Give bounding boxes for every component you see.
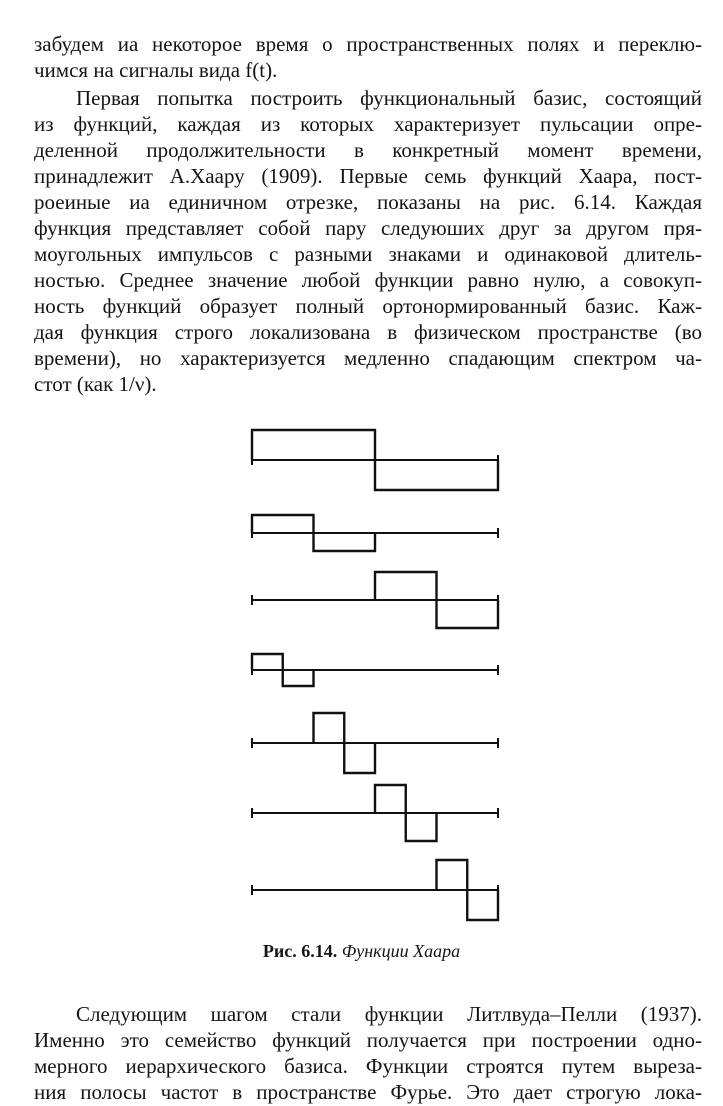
- haar-function-2: [252, 515, 498, 551]
- text-line: ностью. Среднее значение любой функции равно нулю, а совокуп-: [34, 268, 702, 292]
- text-line: Следующим шагом стали функции Литлвуда–Пелли (1937).: [76, 1002, 702, 1026]
- text-line: Первая попытка построить функциональный базис, состоящий: [76, 86, 702, 110]
- text-line: моугольных импульсов с разными знаками и одинаковой длитель-: [34, 242, 702, 266]
- caption-label: Рис. 6.14.: [262, 941, 338, 961]
- text-line: времени), но характеризуется медленно спадающим спектром ча-: [34, 346, 702, 370]
- haar-function-7: [252, 860, 498, 920]
- text-line: ния полосы частот в пространстве Фурье. Это дает строгую лока-: [34, 1080, 702, 1104]
- haar-function-6: [252, 785, 498, 841]
- text-line: мерного иерархического базиса. Функции строятся путем выреза-: [34, 1054, 702, 1078]
- text-line: чимся на сигналы вида f(t).: [34, 58, 278, 82]
- text-line: стот (как 1/ν).: [34, 372, 157, 396]
- haar-function-4: [252, 654, 498, 686]
- text-line: функция представляет собой пару следуюших друг за другом пря-: [34, 216, 702, 240]
- text-line: забудем иа некоторое время о пространственных полях и переклю-: [34, 32, 702, 56]
- text-line: принадлежит А.Хаару (1909). Первые семь функций Хаара, пост-: [34, 164, 702, 188]
- text-line: ность функций образует полный ортонормированный базис. Каж-: [34, 294, 702, 318]
- text-line: Именно это семейство функций получается при построении одно-: [34, 1028, 702, 1052]
- text-line: из функций, каждая из которых характеризует пульсации опре-: [34, 112, 702, 136]
- haar-function-1: [252, 430, 498, 490]
- text-line: дая функция строго локализована в физическом пространстве (во: [34, 320, 702, 344]
- haar-function-3: [252, 572, 498, 628]
- haar-functions-figure: [240, 420, 520, 932]
- haar-function-5: [252, 713, 498, 773]
- text-line: деленной продолжительности в конкретный момент времени,: [34, 138, 702, 162]
- figure-caption: [0, 938, 723, 964]
- caption-title: Функции Хаара: [341, 941, 461, 961]
- text-line: роеиные иа единичном отрезке, показаны на рис. 6.14. Каждая: [34, 190, 702, 214]
